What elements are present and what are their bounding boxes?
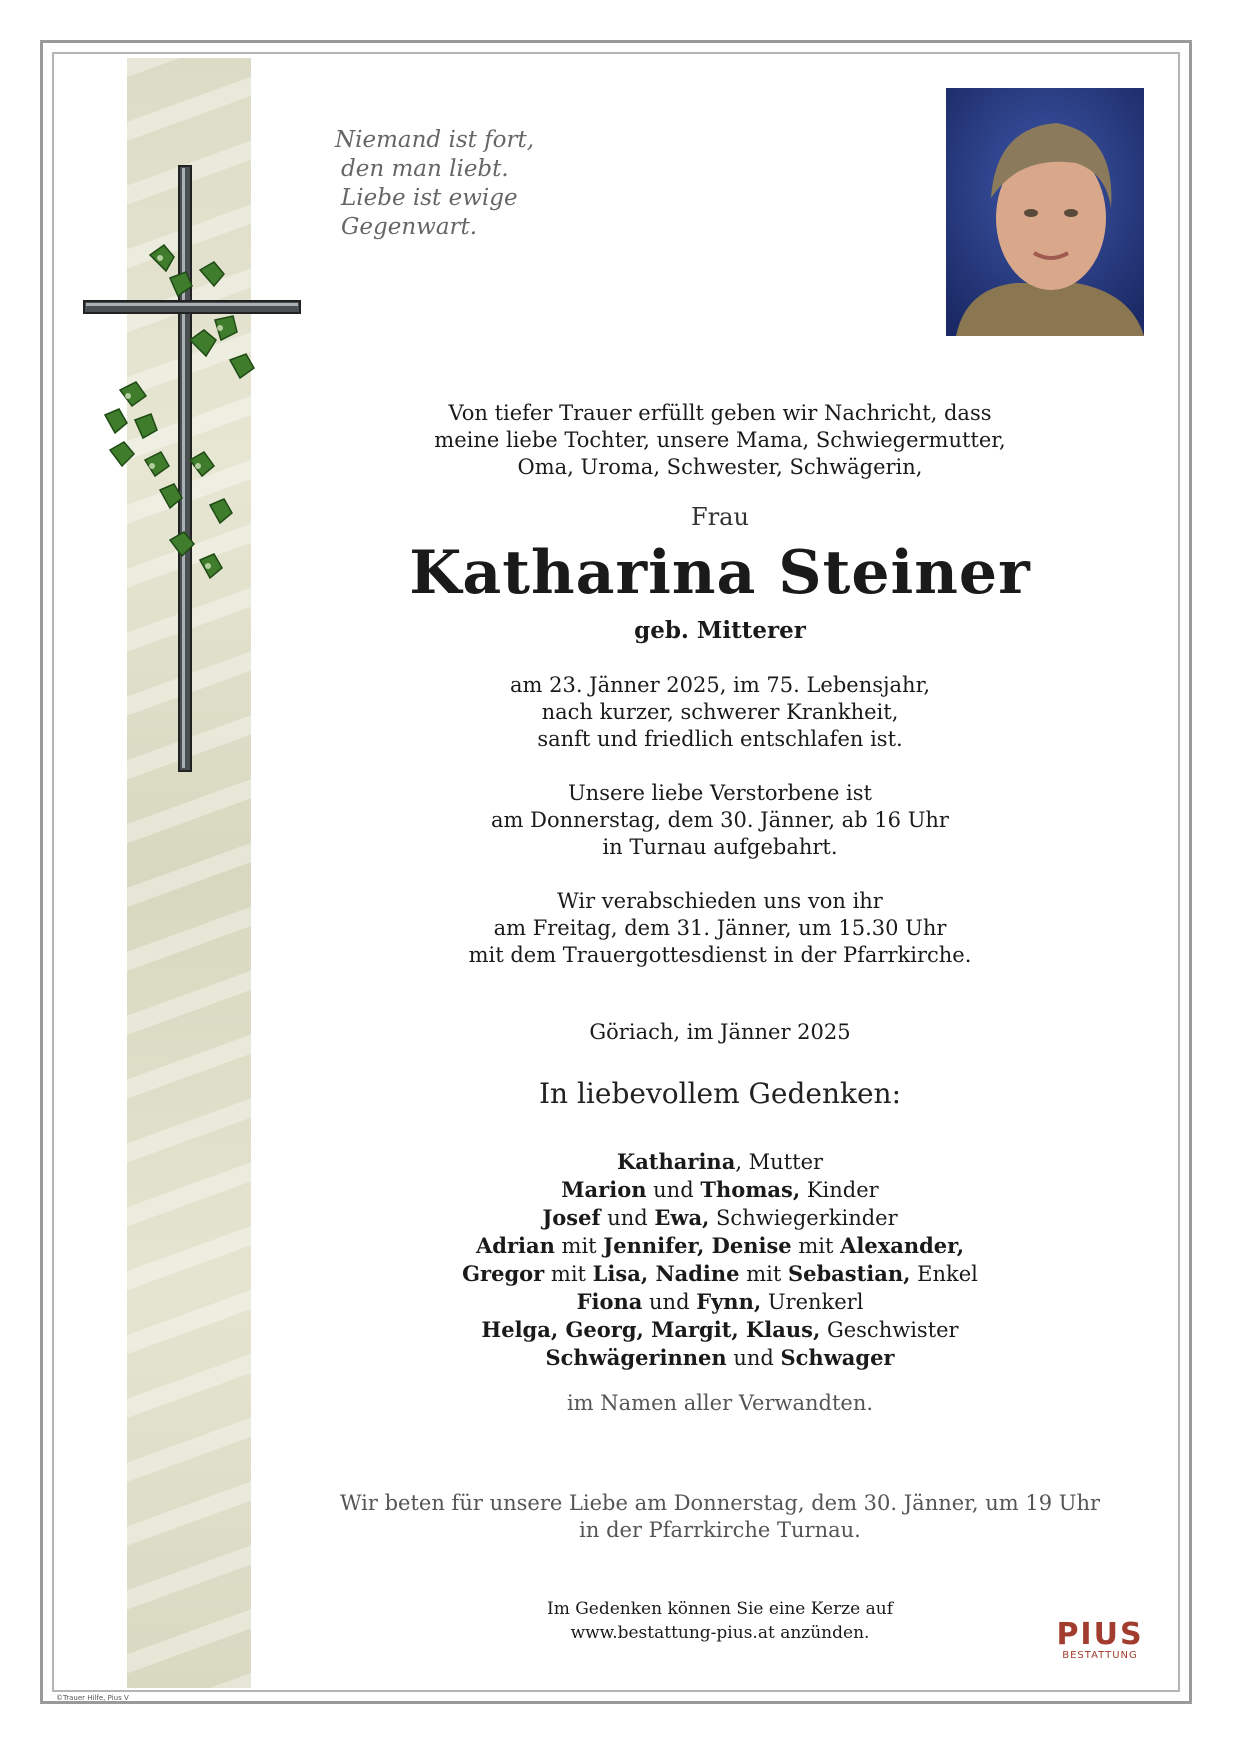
family-line	[300, 1288, 1140, 1316]
logo-sub: BESTATTUNG	[1062, 1650, 1138, 1661]
farewell-line: Wir verabschieden uns von ihr	[557, 889, 883, 913]
farewell-line: am Freitag, dem 31. Jänner, um 15.30 Uhr	[493, 916, 947, 940]
intro-line: meine liebe Tochter, unsere Mama, Schwiegermutter,	[434, 428, 1006, 452]
family-text: Enkel	[910, 1262, 978, 1286]
family-text: , Mutter	[735, 1150, 824, 1174]
family-line	[300, 1176, 1140, 1204]
prayer-line: in der Pfarrkirche Turnau.	[579, 1518, 861, 1542]
prayer-line: Wir beten für unsere Liebe am Donnerstag, dem 30. Jänner, um 19 Uhr	[339, 1491, 1101, 1515]
family-line	[300, 1316, 1140, 1344]
family-name: Sebastian,	[787, 1261, 911, 1286]
family-text: mit	[554, 1234, 604, 1258]
intro-line: Von tiefer Trauer erfüllt geben wir Nachricht, dass	[448, 401, 992, 425]
cross-with-ivy-icon	[80, 160, 310, 780]
family-text: Kinder	[800, 1178, 879, 1202]
death-line: am 23. Jänner 2025, im 75. Lebensjahr,	[510, 673, 930, 697]
viewing-line: am Donnerstag, dem 30. Jänner, ab 16 Uhr	[491, 808, 949, 832]
memory-heading: In liebevollem Gedenken:	[538, 1077, 902, 1110]
pius-logo	[1050, 1617, 1150, 1661]
candle-line: www.bestattung-pius.at anzünden.	[570, 1623, 870, 1643]
viewing-line: in Turnau aufgebahrt.	[602, 835, 838, 859]
family-name: Gregor	[462, 1261, 545, 1286]
quote	[335, 126, 595, 242]
family-line	[300, 1344, 1140, 1372]
copyright: ©Trauer Hilfe, Pius V	[56, 1694, 129, 1702]
family-text: mit	[791, 1234, 841, 1258]
viewing-line: Unsere liebe Verstorbene ist	[567, 781, 872, 805]
farewell-line: mit dem Trauergottesdienst in der Pfarrkirche.	[468, 943, 972, 967]
family-line	[300, 1148, 1140, 1176]
place-date: Göriach, im Jänner 2025	[589, 1020, 851, 1044]
candle-info	[300, 1597, 1140, 1645]
intro-text	[300, 400, 1140, 481]
family-name: Thomas,	[700, 1177, 801, 1202]
logo-main: PIUS	[1056, 1617, 1144, 1652]
family-text: und	[646, 1178, 701, 1202]
family-name: Adrian	[475, 1233, 555, 1258]
relatives-line: im Namen aller Verwandten.	[566, 1391, 874, 1415]
family-text: Geschwister	[820, 1318, 959, 1342]
family-name: Lisa, Nadine	[592, 1261, 740, 1286]
family-text: mit	[739, 1262, 788, 1286]
family-text: mit	[544, 1262, 593, 1286]
family-name: Josef	[542, 1205, 601, 1230]
family-text: Urenkerl	[761, 1290, 864, 1314]
family-name: Fynn,	[696, 1289, 762, 1314]
family-list	[300, 1148, 1140, 1372]
portrait-photo	[946, 88, 1144, 336]
family-name: Jennifer, Denise	[603, 1233, 792, 1258]
prayer-info	[300, 1490, 1140, 1544]
family-name: Alexander,	[840, 1233, 965, 1258]
family-name: Fiona	[576, 1289, 643, 1314]
quote-line: Gegenwart.	[341, 214, 478, 240]
family-name: Schwägerinnen	[545, 1345, 727, 1370]
farewell-info	[300, 888, 1140, 969]
salutation: Frau	[691, 503, 749, 531]
family-text: und	[726, 1346, 781, 1370]
family-line	[300, 1232, 1140, 1260]
death-line: nach kurzer, schwerer Krankheit,	[541, 700, 899, 724]
quote-line: Liebe ist ewige	[341, 185, 518, 211]
family-name: Ewa,	[654, 1205, 710, 1230]
family-name: Marion	[561, 1177, 647, 1202]
family-line	[300, 1204, 1140, 1232]
death-notice	[300, 672, 1140, 753]
family-text: Schwiegerkinder	[709, 1206, 898, 1230]
quote-line: den man liebt.	[341, 156, 509, 182]
death-line: sanft und friedlich entschlafen ist.	[537, 727, 903, 751]
family-text: und	[642, 1290, 697, 1314]
deceased-name: Katharina Steiner	[409, 538, 1031, 608]
candle-line: Im Gedenken können Sie eine Kerze auf	[546, 1599, 894, 1619]
viewing-info	[300, 780, 1140, 861]
birth-name: geb. Mitterer	[634, 617, 806, 644]
family-name: Schwager	[780, 1345, 895, 1370]
quote-line: Niemand ist fort,	[335, 127, 535, 153]
family-name: Helga, Georg, Margit, Klaus,	[481, 1317, 821, 1342]
intro-line: Oma, Uroma, Schwester, Schwägerin,	[517, 455, 923, 479]
family-line	[300, 1260, 1140, 1288]
family-name: Katharina	[616, 1149, 736, 1174]
family-text: und	[600, 1206, 655, 1230]
